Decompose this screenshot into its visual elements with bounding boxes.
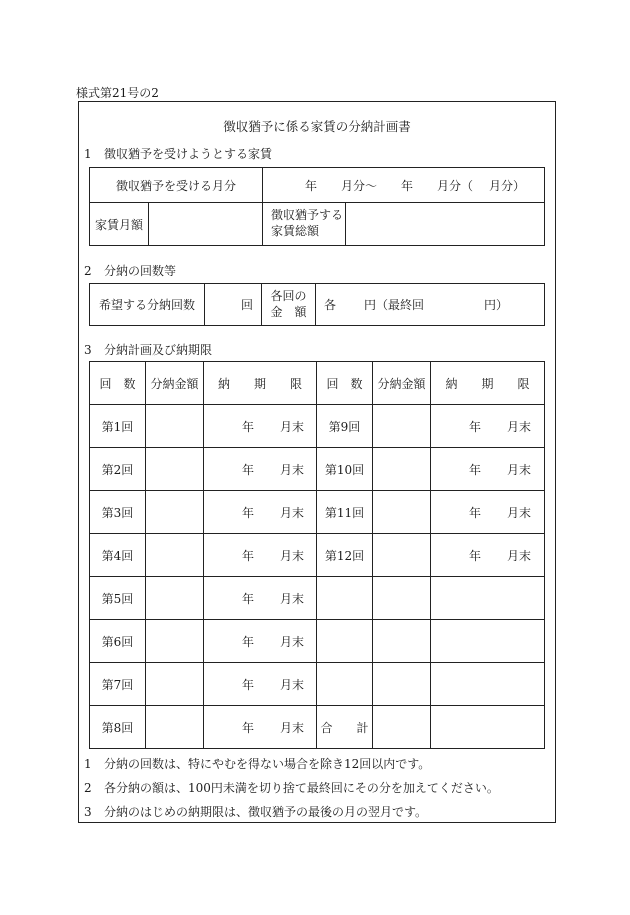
empty-cell[interactable]	[431, 663, 545, 706]
installment-amount-cell[interactable]	[146, 448, 204, 491]
header-times-left: 回 数	[90, 362, 146, 405]
deferral-start-month-label: 月分〜	[341, 178, 378, 193]
table-row	[90, 534, 545, 577]
installment-amount-cell[interactable]	[146, 620, 204, 663]
deadline-cell[interactable]	[431, 491, 545, 534]
section3-heading	[84, 341, 212, 358]
header-deadline-left: 納 期 限	[204, 362, 317, 405]
deadline-month-end-label: 月末	[507, 505, 532, 520]
deadline-year-label: 年	[242, 548, 255, 563]
deadline-cell[interactable]	[431, 534, 545, 577]
deferral-end-month-label: 月分（	[437, 178, 474, 193]
deadline-year-label: 年	[469, 419, 482, 434]
desired-installments-label: 希望する分納回数	[90, 284, 205, 326]
monthly-rent-field[interactable]	[149, 203, 263, 246]
installment-label: 第9回	[317, 405, 373, 448]
table-row	[90, 620, 545, 663]
deferral-end-year-label: 年	[401, 178, 414, 193]
empty-cell[interactable]	[373, 663, 431, 706]
header-deadline-right: 納 期 限	[431, 362, 545, 405]
yen-final-label: 円（最終回	[364, 298, 425, 312]
each-prefix: 各	[324, 298, 337, 312]
deadline-cell[interactable]	[204, 663, 317, 706]
rent-deferral-table	[89, 167, 545, 246]
note-number: 3	[84, 805, 92, 819]
installments-unit: 回	[240, 298, 253, 312]
desired-installments-field[interactable]	[205, 284, 262, 326]
section1-number: 1	[84, 147, 92, 161]
deferred-rent-total-field[interactable]	[346, 203, 545, 246]
document-title: 徴収猶予に係る家賃の分納計画書	[223, 119, 411, 134]
each-amount-field[interactable]	[316, 284, 545, 326]
deadline-cell[interactable]	[204, 620, 317, 663]
note-1	[84, 755, 430, 772]
installment-label: 第3回	[90, 491, 146, 534]
deadline-year-label: 年	[469, 462, 482, 477]
installment-label: 第4回	[90, 534, 146, 577]
empty-cell[interactable]	[317, 663, 373, 706]
deadline-year-label: 年	[242, 591, 255, 606]
deadline-year-label: 年	[242, 419, 255, 434]
section2-number: 2	[84, 264, 92, 278]
installment-label: 第7回	[90, 663, 146, 706]
total-label: 合 計	[317, 706, 373, 749]
empty-cell[interactable]	[431, 577, 545, 620]
empty-cell[interactable]	[317, 620, 373, 663]
installment-count-table	[89, 283, 545, 326]
table-row	[90, 405, 545, 448]
deadline-year-label: 年	[242, 505, 255, 520]
deadline-month-end-label: 月末	[507, 419, 532, 434]
empty-cell[interactable]	[373, 620, 431, 663]
deadline-cell[interactable]	[204, 448, 317, 491]
deadline-cell[interactable]	[204, 491, 317, 534]
deadline-month-end-label: 月末	[280, 634, 305, 649]
installment-amount-cell[interactable]	[146, 663, 204, 706]
installment-amount-cell[interactable]	[373, 491, 431, 534]
deadline-month-end-label: 月末	[280, 505, 305, 520]
deadline-year-label: 年	[242, 462, 255, 477]
installment-amount-cell[interactable]	[373, 405, 431, 448]
installment-label: 第6回	[90, 620, 146, 663]
table-row	[90, 663, 545, 706]
section2-title: 分納の回数等	[104, 264, 177, 278]
header-amount-right: 分納金額	[373, 362, 431, 405]
deadline-year-label: 年	[242, 677, 255, 692]
empty-cell[interactable]	[373, 577, 431, 620]
payment-schedule-table	[89, 361, 545, 749]
total-amount-cell[interactable]	[373, 706, 431, 749]
deadline-cell[interactable]	[431, 448, 545, 491]
yen-close-label: 円）	[484, 298, 509, 312]
each-amount-label	[262, 284, 316, 326]
deadline-month-end-label: 月末	[280, 720, 305, 735]
deadline-cell[interactable]	[204, 577, 317, 620]
deadline-month-end-label: 月末	[280, 419, 305, 434]
installment-label: 第1回	[90, 405, 146, 448]
monthly-rent-label: 家賃月額	[90, 203, 149, 246]
note-number: 2	[84, 781, 92, 795]
each-amount-label-line2: 金 額	[270, 304, 307, 319]
empty-cell[interactable]	[317, 577, 373, 620]
deadline-month-end-label: 月末	[280, 591, 305, 606]
each-amount-label-line1: 各回の	[270, 288, 307, 303]
installment-label: 第11回	[317, 491, 373, 534]
note-2	[84, 779, 499, 796]
deadline-month-end-label: 月末	[507, 462, 532, 477]
deadline-cell[interactable]	[431, 405, 545, 448]
table-row	[90, 577, 545, 620]
note-text: 分納のはじめの納期限は、徴収猶予の最後の月の翌月です。	[104, 805, 428, 819]
deferral-months-label: 徴収猶予を受ける月分	[90, 168, 263, 203]
installment-label: 第2回	[90, 448, 146, 491]
note-number: 1	[84, 757, 92, 771]
empty-cell[interactable]	[431, 706, 545, 749]
deadline-month-end-label: 月末	[280, 548, 305, 563]
section3-title: 分納計画及び納期限	[104, 343, 213, 357]
section1-title: 徴収猶予を受けようとする家賃	[104, 147, 273, 161]
note-3	[84, 803, 427, 820]
header-times-right: 回 数	[317, 362, 373, 405]
section1-heading	[84, 145, 272, 162]
form-number: 様式第21号の2	[76, 86, 159, 100]
installment-label: 第12回	[317, 534, 373, 577]
deadline-year-label: 年	[242, 634, 255, 649]
table-row	[90, 491, 545, 534]
installment-amount-cell[interactable]	[146, 706, 204, 749]
installment-label: 第8回	[90, 706, 146, 749]
installment-amount-cell[interactable]	[373, 448, 431, 491]
installment-amount-cell[interactable]	[146, 405, 204, 448]
installment-amount-cell[interactable]	[373, 534, 431, 577]
deferral-start-year-label: 年	[305, 178, 318, 193]
header-amount-left: 分納金額	[146, 362, 204, 405]
section3-number: 3	[84, 343, 92, 357]
installment-label: 第10回	[317, 448, 373, 491]
deferral-month-count-label: 月分）	[489, 178, 526, 193]
installment-amount-cell[interactable]	[146, 491, 204, 534]
deadline-cell[interactable]	[204, 706, 317, 749]
deadline-month-end-label: 月末	[280, 677, 305, 692]
installment-amount-cell[interactable]	[146, 577, 204, 620]
deadline-cell[interactable]	[204, 405, 317, 448]
deadline-month-end-label: 月末	[507, 548, 532, 563]
note-text: 分納の回数は、特にやむを得ない場合を除き12回以内です。	[104, 757, 431, 771]
table-row	[90, 706, 545, 749]
deferred-rent-total-label-line2: 家賃総額	[271, 224, 320, 238]
section2-heading	[84, 262, 176, 279]
empty-cell[interactable]	[431, 620, 545, 663]
deferral-months-field[interactable]	[263, 168, 545, 203]
deadline-month-end-label: 月末	[280, 462, 305, 477]
deadline-year-label: 年	[469, 548, 482, 563]
deadline-year-label: 年	[242, 720, 255, 735]
installment-amount-cell[interactable]	[146, 534, 204, 577]
deferred-rent-total-label-line1: 徴収猶予する	[271, 208, 344, 223]
deferred-rent-total-label	[263, 203, 346, 246]
note-text: 各分納の額は、100円未満を切り捨て最終回にその分を加えてください。	[104, 781, 499, 795]
installment-label: 第5回	[90, 577, 146, 620]
deadline-cell[interactable]	[204, 534, 317, 577]
table-row	[90, 448, 545, 491]
deadline-year-label: 年	[469, 505, 482, 520]
